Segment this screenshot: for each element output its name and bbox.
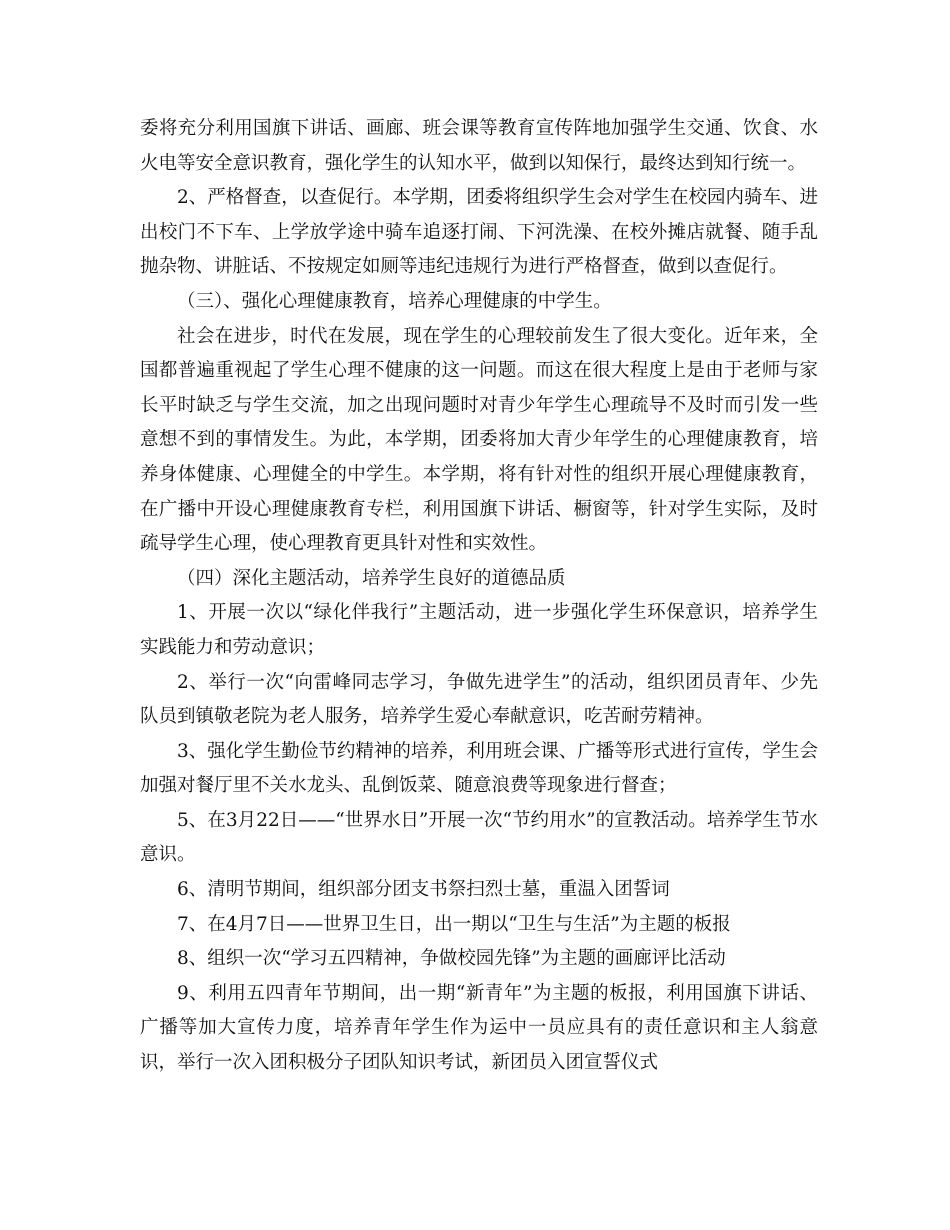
paragraph: 7、在4月7日——世界卫生日，出一期以“卫生与生活”为主题的板报: [177, 913, 731, 935]
paragraph: （三）、强化心理健康教育，培养心理健康的中学生。: [177, 290, 612, 312]
paragraph: 2、举行一次“向雷峰同志学习，争做先进学生”的活动，组织团员青年、少先队员到镇敬老院为老人服务，培养学生爱心奉献意识，吃苦耐劳精神。: [140, 671, 818, 728]
paragraph: 社会在进步，时代在发展，现在学生的心理较前发生了很大变化。近年来，全国都普遍重视起了学生心理不健康的这一问题。而这在很大程度上是由于老师与家长平时缺乏与学生交流，加之出现问题时对青少年学生心理疏导不及时而引发一些意想不到的事情发生。为此，本学期，团委将加大青少年学生的心理健康教育，培养身体健康、心理健全的中学生。本学期，将有针对性的组织开展心理健康教育，在广播中开设心理健康教育专栏，利用国旗下讲话、橱窗等，针对学生实际，及时疏导学生心理，使心理教育更具针对性和实效性。: [140, 325, 818, 555]
paragraph: 3、强化学生勤俭节约精神的培养，利用班会课、广播等形式进行宣传，学生会加强对餐厅里不关水龙头、乱倒饭菜、随意浪费等现象进行督查；: [140, 740, 818, 797]
paragraph: 2、严格督查，以查促行。本学期，团委将组织学生会对学生在校园内骑车、进出校门不下车、上学放学途中骑车追逐打闹、下河洗澡、在校外摊店就餐、随手乱抛杂物、讲脏话、不按规定如厕等违纪违规行为进行严格督查，做到以查促行。: [140, 187, 818, 278]
paragraph: 1、开展一次以“绿化伴我行”主题活动，进一步强化学生环保意识，培养学生实践能力和劳动意识；: [140, 602, 818, 658]
paragraph: （四）深化主题活动，培养学生良好的道德品质: [177, 567, 566, 589]
paragraph: 9、利用五四青年节期间，出一期“新青年”为主题的板报，利用国旗下讲话、广播等加大宣传力度，培养青年学生作为运中一员应具有的责任意识和主人翁意识，举行一次入团积极分子团队知识考试，新团员入团宣誓仪式: [140, 982, 818, 1074]
paragraph: 5、在3月22日——“世界水日”开展一次“节约用水”的宣教活动。培养学生节水意识。: [140, 809, 818, 866]
paragraph: 6、清明节期间，组织部分团支书祭扫烈士墓，重温入团誓词: [177, 879, 670, 901]
paragraph: 8、组织一次“学习五四精神，争做校园先锋”为主题的画廊评比活动: [177, 948, 726, 970]
paragraph: 委将充分利用国旗下讲话、画廊、班会课等教育宣传阵地加强学生交通、饮食、水火电等安全意识教育，强化学生的认知水平，做到以知保行，最终达到知行统一。: [140, 118, 818, 174]
document-body: [140, 112, 818, 1081]
